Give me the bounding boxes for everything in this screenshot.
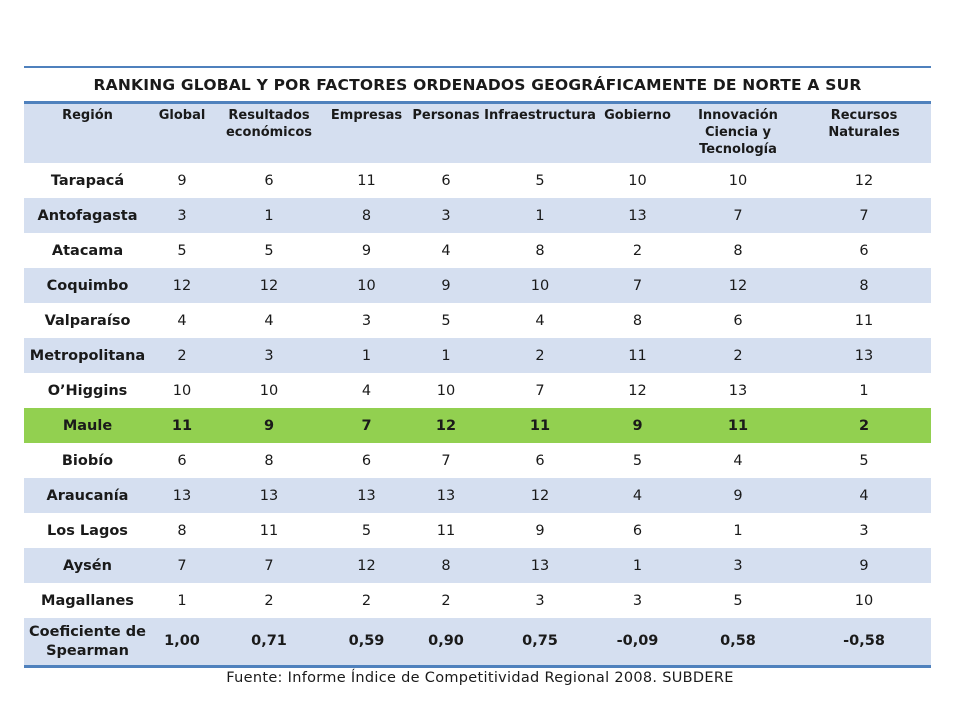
cell-global: 10 [151,373,213,408]
header-global: Global [151,103,213,164]
cell-empresas: 1 [325,338,408,373]
cell-region: Antofagasta [24,198,151,233]
spearman-recursos: -0,58 [797,618,931,667]
table-title: RANKING GLOBAL Y POR FACTORES ORDENADOS GEOGRÁFICAMENTE DE NORTE A SUR [24,67,931,103]
cell-personas: 11 [408,513,484,548]
header-personas: Personas [408,103,484,164]
cell-resultados: 2 [213,583,325,618]
cell-infraestructura: 7 [484,373,596,408]
cell-global: 11 [151,408,213,443]
header-recursos: Recursos Naturales [797,103,931,164]
cell-region: Atacama [24,233,151,268]
table-row [24,478,931,513]
cell-personas: 5 [408,303,484,338]
cell-innovacion: 6 [679,303,797,338]
cell-innovacion: 10 [679,163,797,198]
ranking-table [24,66,931,668]
cell-region: Aysén [24,548,151,583]
cell-personas: 6 [408,163,484,198]
table-row [24,513,931,548]
cell-gobierno: 9 [596,408,679,443]
cell-infraestructura: 3 [484,583,596,618]
table-row [24,163,931,198]
cell-region: Metropolitana [24,338,151,373]
cell-global: 2 [151,338,213,373]
cell-innovacion: 11 [679,408,797,443]
cell-innovacion: 9 [679,478,797,513]
cell-innovacion: 13 [679,373,797,408]
cell-gobierno: 2 [596,233,679,268]
cell-empresas: 5 [325,513,408,548]
cell-recursos: 3 [797,513,931,548]
spearman-innovacion: 0,58 [679,618,797,667]
cell-empresas: 4 [325,373,408,408]
cell-recursos: 11 [797,303,931,338]
spearman-resultados: 0,71 [213,618,325,667]
cell-personas: 7 [408,443,484,478]
cell-empresas: 12 [325,548,408,583]
cell-infraestructura: 1 [484,198,596,233]
cell-recursos: 6 [797,233,931,268]
cell-empresas: 11 [325,163,408,198]
table-row-highlighted [24,408,931,443]
header-gobierno: Gobierno [596,103,679,164]
cell-region: Valparaíso [24,303,151,338]
cell-infraestructura: 12 [484,478,596,513]
cell-innovacion: 1 [679,513,797,548]
cell-innovacion: 7 [679,198,797,233]
cell-recursos: 12 [797,163,931,198]
cell-gobierno: 3 [596,583,679,618]
cell-global: 6 [151,443,213,478]
table-row [24,338,931,373]
cell-global: 8 [151,513,213,548]
spearman-row [24,618,931,667]
cell-recursos: 4 [797,478,931,513]
cell-global: 5 [151,233,213,268]
cell-innovacion: 12 [679,268,797,303]
cell-gobierno: 6 [596,513,679,548]
cell-infraestructura: 4 [484,303,596,338]
cell-region: Coquimbo [24,268,151,303]
cell-region: Los Lagos [24,513,151,548]
cell-gobierno: 8 [596,303,679,338]
cell-empresas: 3 [325,303,408,338]
cell-personas: 3 [408,198,484,233]
cell-personas: 13 [408,478,484,513]
table-body [24,163,931,618]
cell-personas: 4 [408,233,484,268]
cell-gobierno: 11 [596,338,679,373]
cell-recursos: 7 [797,198,931,233]
cell-empresas: 6 [325,443,408,478]
header-resultados: Resultados económicos [213,103,325,164]
table-row [24,583,931,618]
cell-innovacion: 5 [679,583,797,618]
cell-personas: 2 [408,583,484,618]
cell-gobierno: 1 [596,548,679,583]
cell-global: 12 [151,268,213,303]
cell-personas: 1 [408,338,484,373]
cell-infraestructura: 2 [484,338,596,373]
cell-empresas: 8 [325,198,408,233]
table-row [24,198,931,233]
table-title-row [24,67,931,103]
header-region: Región [24,103,151,164]
cell-region: Araucanía [24,478,151,513]
cell-gobierno: 12 [596,373,679,408]
cell-personas: 8 [408,548,484,583]
cell-personas: 10 [408,373,484,408]
cell-resultados: 6 [213,163,325,198]
cell-recursos: 5 [797,443,931,478]
cell-resultados: 3 [213,338,325,373]
cell-region: Biobío [24,443,151,478]
cell-infraestructura: 11 [484,408,596,443]
cell-gobierno: 10 [596,163,679,198]
cell-resultados: 7 [213,548,325,583]
cell-global: 13 [151,478,213,513]
cell-personas: 9 [408,268,484,303]
ranking-table-container [24,66,931,668]
header-infraestructura: Infraestructura [484,103,596,164]
cell-global: 3 [151,198,213,233]
table-row [24,233,931,268]
cell-global: 9 [151,163,213,198]
cell-resultados: 9 [213,408,325,443]
cell-global: 4 [151,303,213,338]
cell-resultados: 5 [213,233,325,268]
cell-global: 1 [151,583,213,618]
cell-region: Maule [24,408,151,443]
cell-resultados: 12 [213,268,325,303]
table-row [24,443,931,478]
cell-gobierno: 4 [596,478,679,513]
header-innovacion: Innovación Ciencia y Tecnología [679,103,797,164]
spearman-empresas: 0,59 [325,618,408,667]
cell-empresas: 13 [325,478,408,513]
spearman-label: Coeficiente de Spearman [24,618,151,667]
spearman-gobierno: -0,09 [596,618,679,667]
table-row [24,268,931,303]
spearman-global: 1,00 [151,618,213,667]
cell-empresas: 10 [325,268,408,303]
cell-infraestructura: 6 [484,443,596,478]
cell-infraestructura: 8 [484,233,596,268]
spearman-infraestructura: 0,75 [484,618,596,667]
spearman-personas: 0,90 [408,618,484,667]
cell-innovacion: 8 [679,233,797,268]
source-note: Fuente: Informe Índice de Competitividad Regional 2008. SUBDERE [226,670,734,686]
table-row [24,373,931,408]
cell-infraestructura: 10 [484,268,596,303]
column-header-row [24,103,931,164]
cell-personas: 12 [408,408,484,443]
cell-region: O’Higgins [24,373,151,408]
cell-infraestructura: 5 [484,163,596,198]
cell-region: Magallanes [24,583,151,618]
cell-recursos: 13 [797,338,931,373]
cell-resultados: 4 [213,303,325,338]
cell-recursos: 9 [797,548,931,583]
cell-gobierno: 13 [596,198,679,233]
cell-region: Tarapacá [24,163,151,198]
cell-gobierno: 7 [596,268,679,303]
cell-gobierno: 5 [596,443,679,478]
cell-recursos: 10 [797,583,931,618]
cell-empresas: 9 [325,233,408,268]
cell-resultados: 8 [213,443,325,478]
cell-global: 7 [151,548,213,583]
header-empresas: Empresas [325,103,408,164]
cell-resultados: 11 [213,513,325,548]
cell-empresas: 7 [325,408,408,443]
cell-resultados: 13 [213,478,325,513]
cell-innovacion: 2 [679,338,797,373]
cell-recursos: 8 [797,268,931,303]
cell-recursos: 1 [797,373,931,408]
table-row [24,303,931,338]
cell-infraestructura: 9 [484,513,596,548]
cell-resultados: 10 [213,373,325,408]
cell-recursos: 2 [797,408,931,443]
table-row [24,548,931,583]
cell-resultados: 1 [213,198,325,233]
cell-innovacion: 3 [679,548,797,583]
cell-empresas: 2 [325,583,408,618]
cell-innovacion: 4 [679,443,797,478]
cell-infraestructura: 13 [484,548,596,583]
